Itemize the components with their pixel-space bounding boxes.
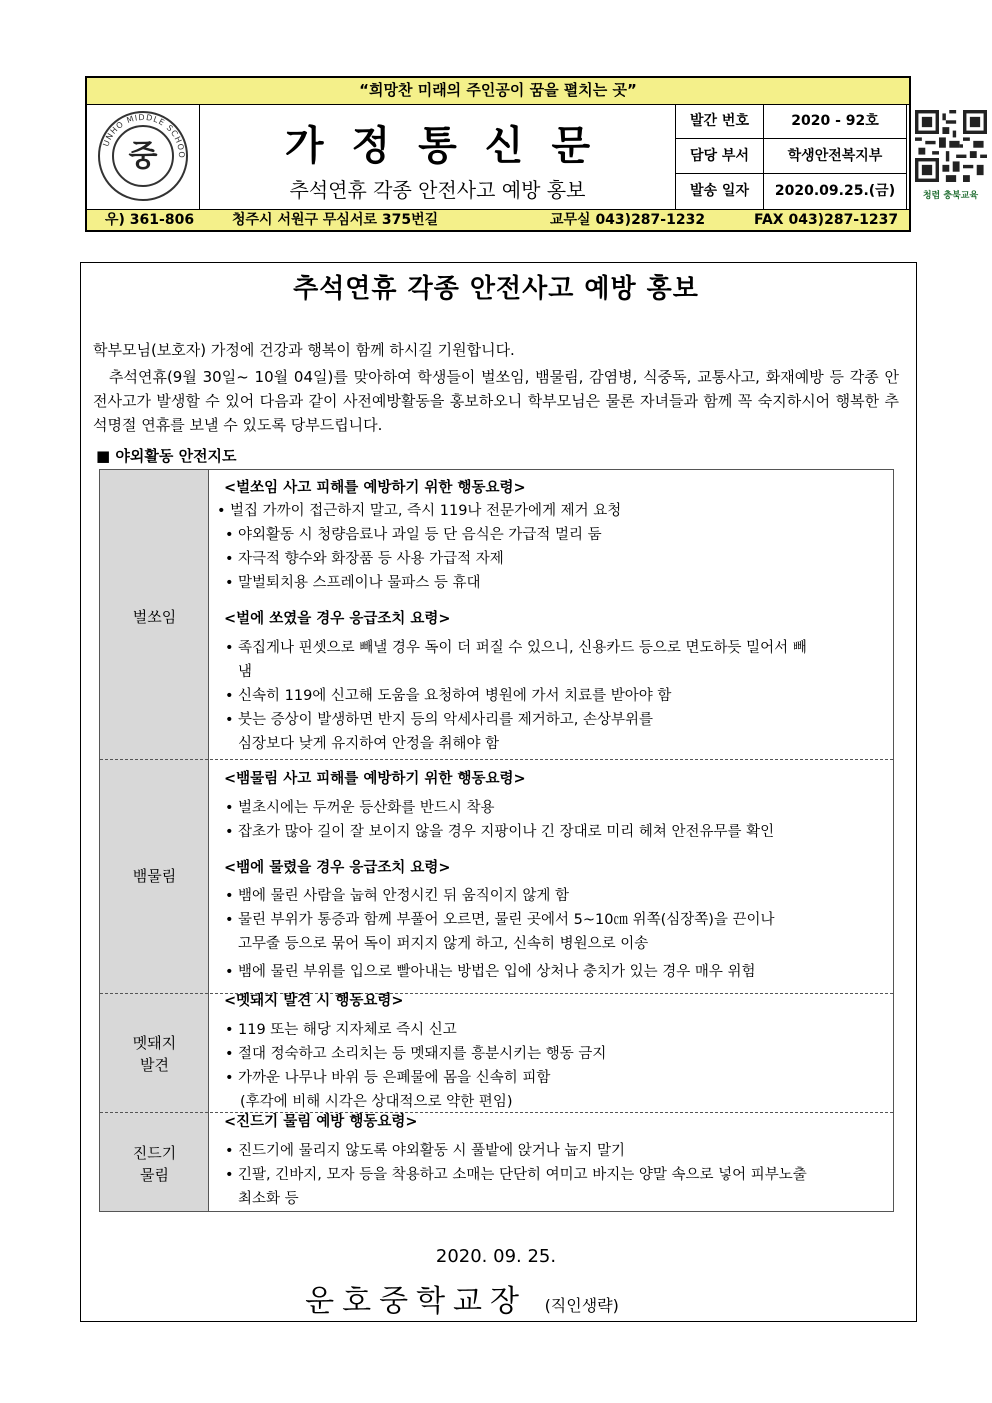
section-heading: ■ 야외활동 안전지도 xyxy=(96,447,237,465)
tick-heading: <진드기 물림 예방 행동요령> xyxy=(224,1114,418,1130)
meta-key: 발간 번호 xyxy=(676,104,764,138)
list-item: • 진드기에 물리지 않도록 야외활동 시 풀밭에 앉거나 눕지 말기 xyxy=(238,1141,625,1161)
postal-code: 우) 361-806 xyxy=(105,212,195,228)
row-divider xyxy=(100,759,893,760)
list-item: • 뱀에 물린 사람을 눕혀 안정시킨 뒤 움직이지 않게 함 xyxy=(238,886,569,906)
meta-row xyxy=(676,104,906,139)
intro-paragraph: 추석연휴(9월 30일~ 10월 04일)를 맞아하여 학생들이 벌쏘임, 뱀물림, 감염병, 식중독, 교통사고, 화재예방 등 각종 안전사고가 발생할 수 있어 다음과 같이 사전예방활동을 홍보하오니 학부모님은 물론 자녀들과 함께 꼭 숙지하시어 행복한 추석명절 연휴를 보낼 수 있도록 당부드립니다. xyxy=(93,368,899,434)
page-title: 가정통신문 xyxy=(284,122,619,169)
category-boar xyxy=(100,1032,209,1076)
list-item: • 야외활동 시 청량음료나 과일 등 단 음식은 가급적 멀리 둠 xyxy=(238,525,602,545)
meta-value: 학생안전복지부 xyxy=(787,148,883,164)
slogan: “희망찬 미래의 주인공이 꿈을 펼치는 곳” xyxy=(87,78,909,105)
document-title: 추석연휴 각종 안전사고 예방 홍보 xyxy=(293,274,699,304)
signature-date: 2020. 09. 25. xyxy=(435,1246,557,1267)
list-item-cont: 최소화 등 xyxy=(238,1191,299,1207)
snake-firstaid-heading: <뱀에 물렸을 경우 응급조치 요령> xyxy=(224,860,451,876)
category-boar-line: 발견 xyxy=(140,1056,169,1074)
list-item: • 잡초가 많아 길이 잘 보이지 않을 경우 지팡이나 긴 장대로 미리 헤쳐 안전유무를 확인 xyxy=(238,822,774,842)
row-divider xyxy=(100,1112,893,1113)
meta-row xyxy=(676,174,906,209)
meta-key: 담당 부서 xyxy=(676,139,764,173)
bee-firstaid-heading: <벌에 쏘였을 경우 응급조치 요령> xyxy=(224,611,451,627)
list-item-cont: 고무줄 등으로 묶어 독이 퍼지지 않게 하고, 신속히 병원으로 이송 xyxy=(238,936,649,952)
qr-cell xyxy=(906,104,992,209)
page-subtitle: 추석연휴 각종 안전사고 예방 홍보 xyxy=(289,178,586,202)
qr-caption: 청렴 충북교육 xyxy=(922,191,979,201)
meta-value: 2020.09.25.(금) xyxy=(774,183,896,199)
category-bee: 벌쏘임 xyxy=(132,608,177,626)
list-item: • 물린 부위가 통증과 함께 부풀어 오르면, 물린 곳에서 5~10㎝ 위쪽(심장쪽)을 끈이나 xyxy=(238,910,775,930)
meta-key: 발송 일자 xyxy=(676,174,764,209)
category-tick xyxy=(100,1142,209,1186)
boar-heading: <멧돼지 발견 시 행동요령> xyxy=(224,993,404,1009)
signature xyxy=(0,1276,992,1320)
list-item: • 절대 정숙하고 소리치는 등 멧돼지를 흥분시키는 행동 금지 xyxy=(238,1044,606,1064)
row-divider xyxy=(100,993,893,994)
list-item: • 자극적 향수와 화장품 등 사용 가급적 자제 xyxy=(238,549,504,569)
qr-code-icon xyxy=(915,110,987,182)
list-item-cont: (후각에 비해 시각은 상대적으로 약한 편임) xyxy=(240,1094,513,1110)
snake-prevention-heading: <뱀물림 사고 피해를 예방하기 위한 행동요령> xyxy=(224,771,526,787)
category-snake: 뱀물림 xyxy=(132,867,177,885)
principal-name: 운호중학교장 xyxy=(305,1284,528,1319)
meta-row xyxy=(676,139,906,174)
bee-prevention-heading: <벌쏘임 사고 피해를 예방하기 위한 행동요령> xyxy=(224,480,526,496)
address-bar xyxy=(87,209,909,230)
list-item: • 벌집 가까이 접근하지 말고, 즉시 119나 전문가에게 제거 요청 xyxy=(230,501,621,521)
list-item: • 붓는 증상이 발생하면 반지 등의 악세사리를 제거하고, 손상부위를 xyxy=(238,710,653,730)
issue-meta xyxy=(676,104,906,209)
list-item: • 긴팔, 긴바지, 모자 등을 착용하고 소매는 단단히 여미고 바지는 양말 속으로 넣어 피부노출 xyxy=(238,1165,807,1185)
list-item: • 뱀에 물린 부위를 입으로 빨아내는 방법은 입에 상처나 충치가 있는 경우 매우 위험 xyxy=(238,962,756,982)
category-boar-line: 멧돼지 xyxy=(132,1034,177,1052)
fax-number: FAX 043)287-1237 xyxy=(754,212,899,228)
street-address: 청주시 서원구 무심서로 375번길 xyxy=(232,212,439,228)
category-column xyxy=(100,470,209,1211)
school-logo xyxy=(87,104,200,209)
list-item: • 벌초시에는 두꺼운 등산화를 반드시 착용 xyxy=(238,798,495,818)
greeting: 학부모님(보호자) 가정에 건강과 행복이 함께 하시길 기원합니다. xyxy=(93,341,515,359)
list-item: • 말벌퇴치용 스프레이나 물파스 등 휴대 xyxy=(238,573,481,593)
category-tick-line: 진드기 xyxy=(132,1144,177,1162)
list-item: • 족집게나 핀셋으로 빼낼 경우 독이 더 퍼질 수 있으니, 신용카드 등으로 면도하듯 밀어서 빼 xyxy=(238,638,807,658)
list-item: • 신속히 119에 신고해 도움을 요청하여 병원에 가서 치료를 받아야 함 xyxy=(238,686,671,706)
list-item-cont: 심장보다 낮게 유지하여 안정을 취해야 함 xyxy=(238,736,500,752)
title-cell xyxy=(200,104,676,209)
seal-note: (직인생략) xyxy=(544,1296,619,1315)
list-item-cont: 냄 xyxy=(238,664,253,680)
list-item: • 가까운 나무나 바위 등 은폐물에 몸을 신속히 피함 xyxy=(238,1068,550,1088)
list-item: • 119 또는 해당 지자체로 즉시 신고 xyxy=(238,1020,457,1040)
category-tick-line: 물림 xyxy=(140,1166,169,1184)
newsletter-header xyxy=(85,76,979,232)
logo-text: UNHO MIDDLE SCHOO xyxy=(101,112,187,159)
school-emblem-icon xyxy=(87,104,200,209)
logo-char: 중 xyxy=(128,139,158,174)
meta-value: 2020 - 92호 xyxy=(791,113,879,129)
office-phone: 교무실 043)287-1232 xyxy=(550,212,706,228)
